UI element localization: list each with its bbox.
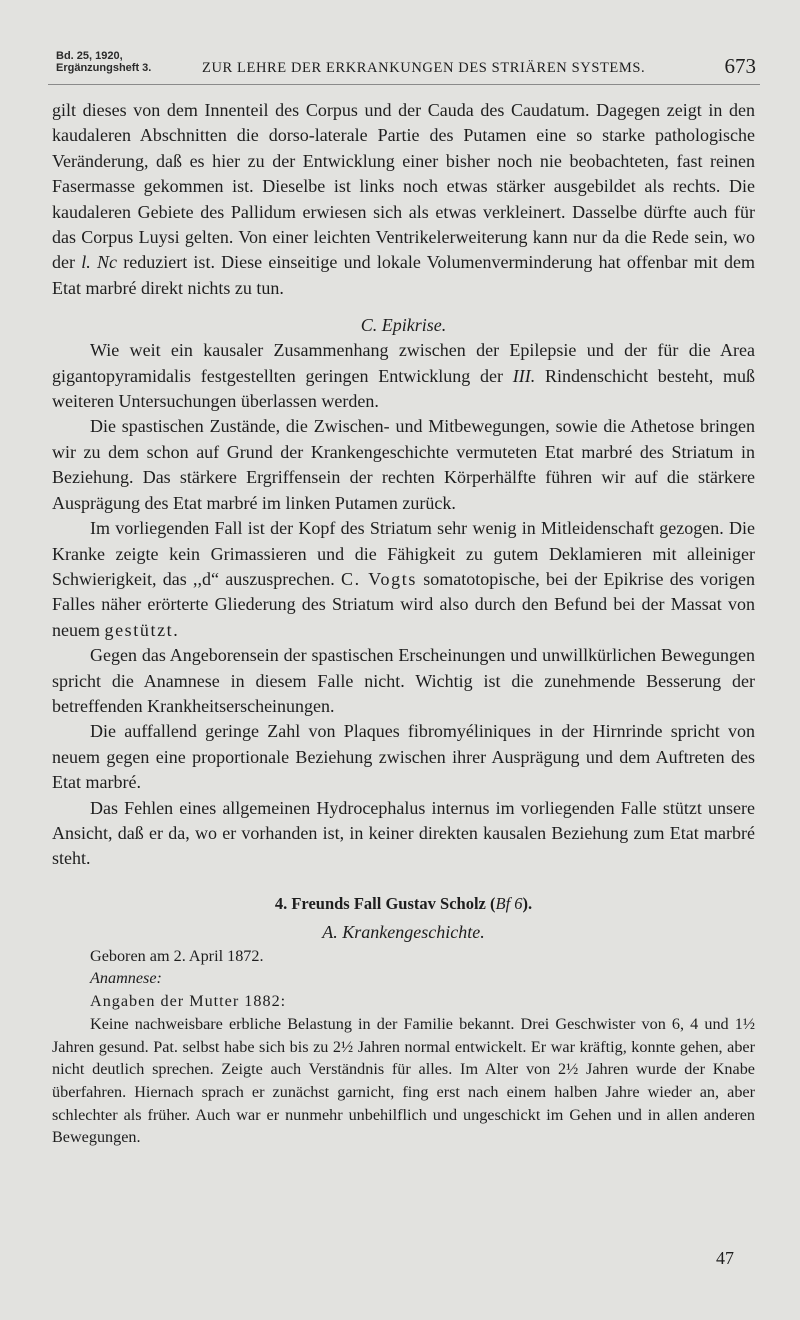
case-heading	[52, 892, 755, 916]
paragraph-4-text: Im vorliegenden Fall ist der Kopf des Striatum sehr wenig in Mitleidenschaft gezogen. Die Kranke zeigte kein Grimassieren und die Fähigkeit zu gutem Deklamieren mit alleiniger Schwierigkeit, das ,,d“ auszusprechen.	[52, 518, 755, 589]
paragraph-8: Keine nachweisbare erbliche Belastung in der Familie bekannt. Drei Geschwister von 6, 4 und 1½ Jahren gesund. Pat. selbst habe sich bis zu 2½ Jahren normal entwickelt. Er war kräftig, konnte gehen, aber nicht deutlich sprechen. Zeigte auch Verständnis für alles. Im Alter von 2½ Jahren wurde der Knabe überfahren. Hiernach sprach er zunächst garnicht, fing erst nach einem halben Jahre wieder an, aber schlechter als früher. Auch war er nunmehr unbehilflich und ungeschickt im Gehen und in allen anderen Bewegungen.	[52, 1014, 755, 1147]
case-heading-italic: Bf 6	[495, 893, 523, 913]
mother-statement-label: Angaben der Mutter 1882:	[90, 992, 287, 1011]
paragraph-1	[52, 98, 755, 301]
paragraph-4	[52, 516, 755, 643]
paragraph-6: Die auffallend geringe Zahl von Plaques fibromyéliniques in der Hirnrinde spricht von neuem gegen eine proportionale Beziehung zwischen ihrer Ausprägung und dem Auftreten des Etat marbré.	[52, 721, 755, 793]
volume-info	[56, 50, 151, 74]
paragraph-2-text: Wie weit ein kausaler Zusammenhang zwischen der Epilepsie und der für die Area gigantopyramidalis festgestellten geringen Entwicklung der	[52, 340, 755, 386]
case-history	[52, 945, 755, 1149]
paragraph-2-end: Rindenschicht besteht, muß weiteren Untersuchungen überlassen werden.	[52, 365, 756, 412]
volume-line-1: Bd. 25, 1920,	[56, 50, 123, 62]
page-number: 673	[724, 54, 756, 78]
volume-line-2: Ergänzungsheft 3.	[56, 62, 152, 74]
case-heading-text: 4. Freunds Fall Gustav Scholz (	[274, 893, 496, 913]
paragraph-2-italic: III.	[512, 365, 536, 386]
running-title: ZUR LEHRE DER ERKRANKUNGEN DES STRIÄREN SYSTEMS.	[202, 60, 646, 76]
running-header	[48, 50, 760, 85]
paragraph-2	[52, 338, 755, 414]
paragraph-7: Das Fehlen eines allgemeinen Hydrocephalus internus im vorliegenden Falle stützt unsere Ansicht, daß er da, wo er vorhanden ist, in keiner direkten kausalen Beziehung zum Etat marbré steht.	[52, 797, 755, 869]
case-heading-end: ).	[522, 893, 533, 913]
anamnese-label: Anamnese:	[90, 969, 162, 988]
paragraph-4-mid: somatotopische, bei der Epikrise des vorigen Falles näher erörterte Gliederung des Striatum wird also durch den Befund bei der Massat von neuem	[52, 568, 756, 640]
birth-date-line: Geboren am 2. April 1872.	[90, 946, 264, 965]
section-heading-krankengeschichte: A. Krankengeschichte.	[322, 921, 485, 942]
paragraph-4-end: gestützt.	[104, 619, 180, 640]
paragraph-1-text: gilt dieses von dem Innenteil des Corpus und der Cauda des Caudatum. Dagegen zeigt in den kaudaleren Abschnitten die dorso-laterale Partie des Putamen eine so starke pathologische Veränderung, daß es hier zu der Entwicklung einer bisher noch nie beobachteten, fast reinen Fasermasse gekommen ist. Dieselbe ist links noch etwas stärker ausgebildet als rechts. Die kaudaleren Gebiete des Pallidum erwiesen sich als etwas verkleinert. Dasselbe dürfte auch für das Corpus Luysi gelten. Von einer leichten Ventrikelerweiterung kann nur da die Rede sein, wo der	[52, 100, 755, 273]
paragraph-1-end: reduziert ist. Diese einseitige und lokale Volumenverminderung hat offenbar mit dem Etat marbré direkt nichts zu tun.	[52, 252, 756, 298]
signature-mark: 47	[716, 1248, 734, 1268]
page-body	[52, 98, 755, 1149]
paragraph-1-italic: l. Nc	[81, 252, 117, 273]
paragraph-5: Gegen das Angeborensein der spastischen Erscheinungen und unwillkürlichen Bewegungen spricht die Anamnese in diesem Falle nicht. Wichtig ist die zunehmende Besserung der betreffenden Krankheitserscheinungen.	[52, 645, 755, 716]
paragraph-4-author: C. Vogts	[341, 568, 417, 589]
paragraph-3: Die spastischen Zustände, die Zwischen- und Mitbewegungen, sowie die Athetose bringen wir zu dem schon auf Grund der Krankengeschichte vermuteten Etat marbré des Striatum in Beziehung. Das stärkere Ergriffensein der rechten Körperhälfte führen wir auf die stärkere Ausprägung des Etat marbré im linken Putamen zurück.	[52, 416, 755, 513]
section-heading-epikrise: C. Epikrise.	[360, 315, 447, 336]
